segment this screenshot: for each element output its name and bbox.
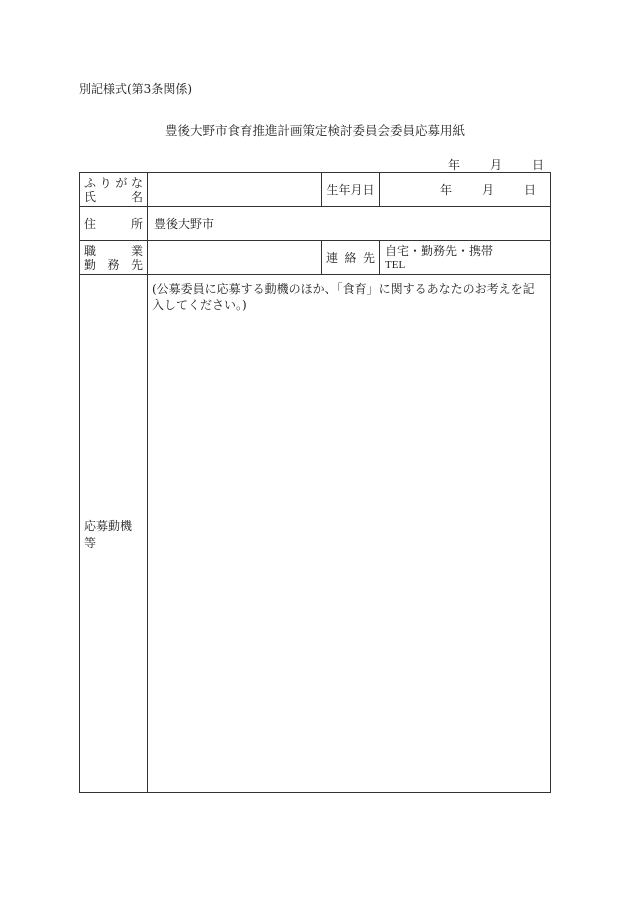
contact-options: 自宅・勤務先・携帯 bbox=[385, 243, 494, 258]
submission-date bbox=[448, 156, 544, 173]
motive-instruction: (公募委員に応募する動機のほか、「食育」に関するあなたのお考えを記入してください。) bbox=[152, 282, 535, 312]
name-field[interactable] bbox=[148, 173, 322, 207]
date-month-label: 月 bbox=[489, 158, 502, 172]
name-row bbox=[80, 173, 551, 207]
motive-row bbox=[80, 275, 551, 793]
name-label-cell bbox=[80, 173, 148, 207]
form-reference-note: 別記様式(第3条関係) bbox=[79, 82, 192, 96]
occupation-row bbox=[80, 241, 551, 275]
dob-label: 生年月日 bbox=[322, 173, 380, 207]
date-day-label: 日 bbox=[531, 158, 544, 172]
dob-field[interactable]: 年 月 日 bbox=[380, 173, 551, 207]
form-title: 豊後大野市食育推進計画策定検討委員会委員応募用紙 bbox=[164, 123, 465, 138]
occupation-label: 職 業 bbox=[84, 243, 143, 258]
motive-label: 応募動機等 bbox=[80, 275, 148, 793]
contact-field[interactable] bbox=[380, 241, 551, 275]
furigana-label: ふ り が な bbox=[84, 175, 143, 190]
motive-field[interactable] bbox=[148, 275, 551, 793]
occupation-field[interactable] bbox=[148, 241, 322, 275]
address-label: 住 所 bbox=[80, 207, 148, 241]
address-field[interactable]: 豊後大野市 bbox=[148, 207, 551, 241]
workplace-label: 勤 務 先 bbox=[84, 257, 143, 272]
address-row bbox=[80, 207, 551, 241]
occupation-label-cell bbox=[80, 241, 148, 275]
name-label: 氏 名 bbox=[84, 189, 143, 204]
contact-tel-label: TEL bbox=[385, 258, 406, 271]
date-year-label: 年 bbox=[447, 158, 460, 172]
application-form-table bbox=[79, 172, 551, 793]
contact-label: 連 絡 先 bbox=[322, 241, 380, 275]
